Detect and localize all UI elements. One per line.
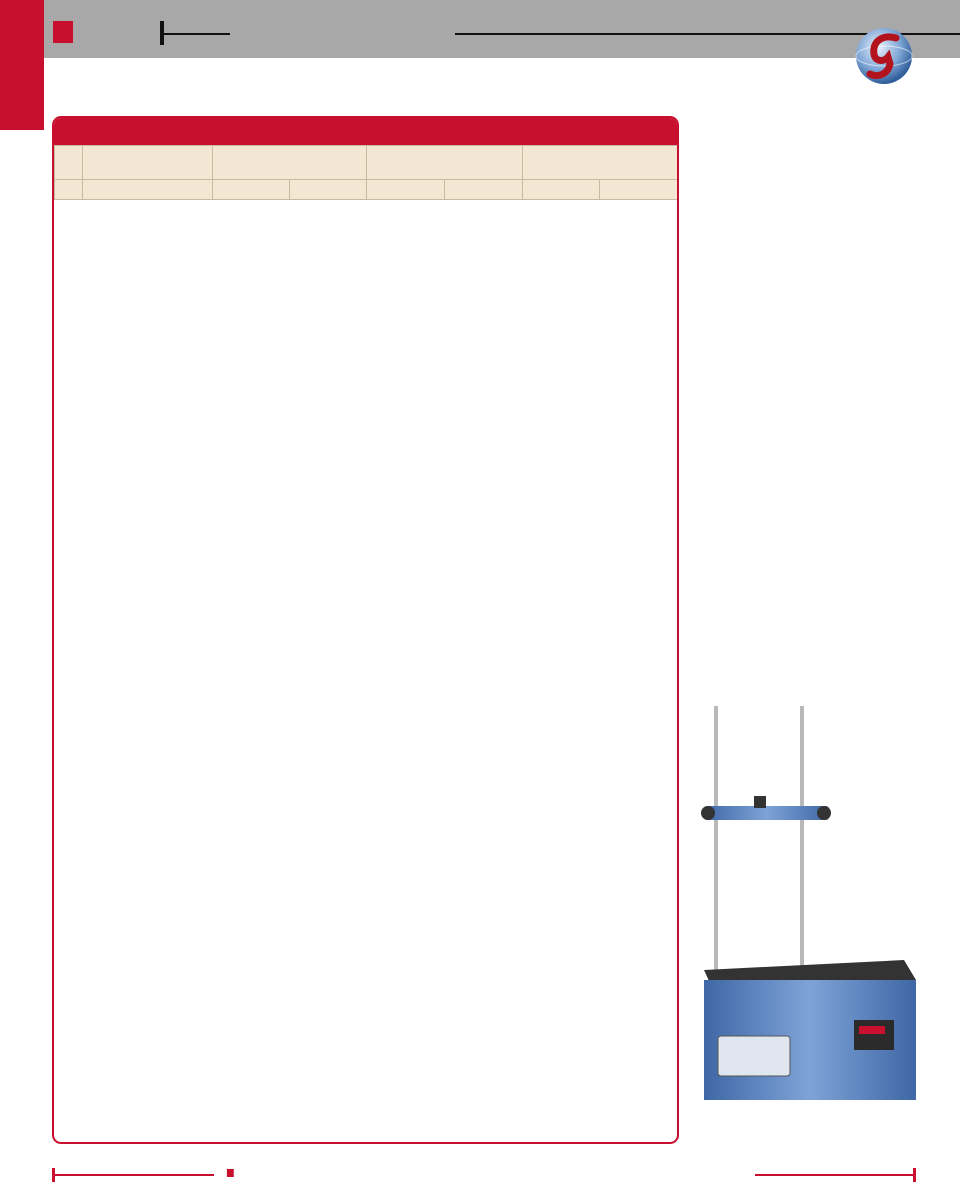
subheader-full: [523, 180, 600, 200]
subheader-half: [600, 180, 678, 200]
group-header-stainless-stainless: [523, 146, 678, 180]
footer-bullet: [227, 1169, 234, 1177]
section-rule: [162, 33, 230, 35]
subheader-half: [290, 180, 367, 200]
footer-order-info: [220, 1164, 241, 1181]
header-band: [0, 0, 960, 58]
test-sieves-image: [720, 200, 900, 515]
footer-rule: [54, 1174, 214, 1176]
header-blank: [83, 180, 213, 200]
header-corner: [55, 146, 83, 180]
footer-bar: [913, 1168, 916, 1182]
gilson-logo-icon: [852, 24, 916, 88]
astm-header: [83, 146, 213, 180]
subheader-full: [367, 180, 445, 200]
section-marker: [53, 21, 73, 43]
astm-sieve-table: [52, 116, 679, 1144]
subheader-full: [213, 180, 290, 200]
header-red-tab: [0, 0, 44, 130]
table-title: [54, 118, 677, 145]
sieve-shaker-image: [694, 700, 920, 1120]
group-header-stainless-brass: [367, 146, 523, 180]
header-corner: [55, 180, 83, 200]
footer-rule: [755, 1174, 915, 1176]
group-header-brass: [213, 146, 367, 180]
subheader-half: [445, 180, 523, 200]
sieve-grid: [54, 145, 678, 200]
